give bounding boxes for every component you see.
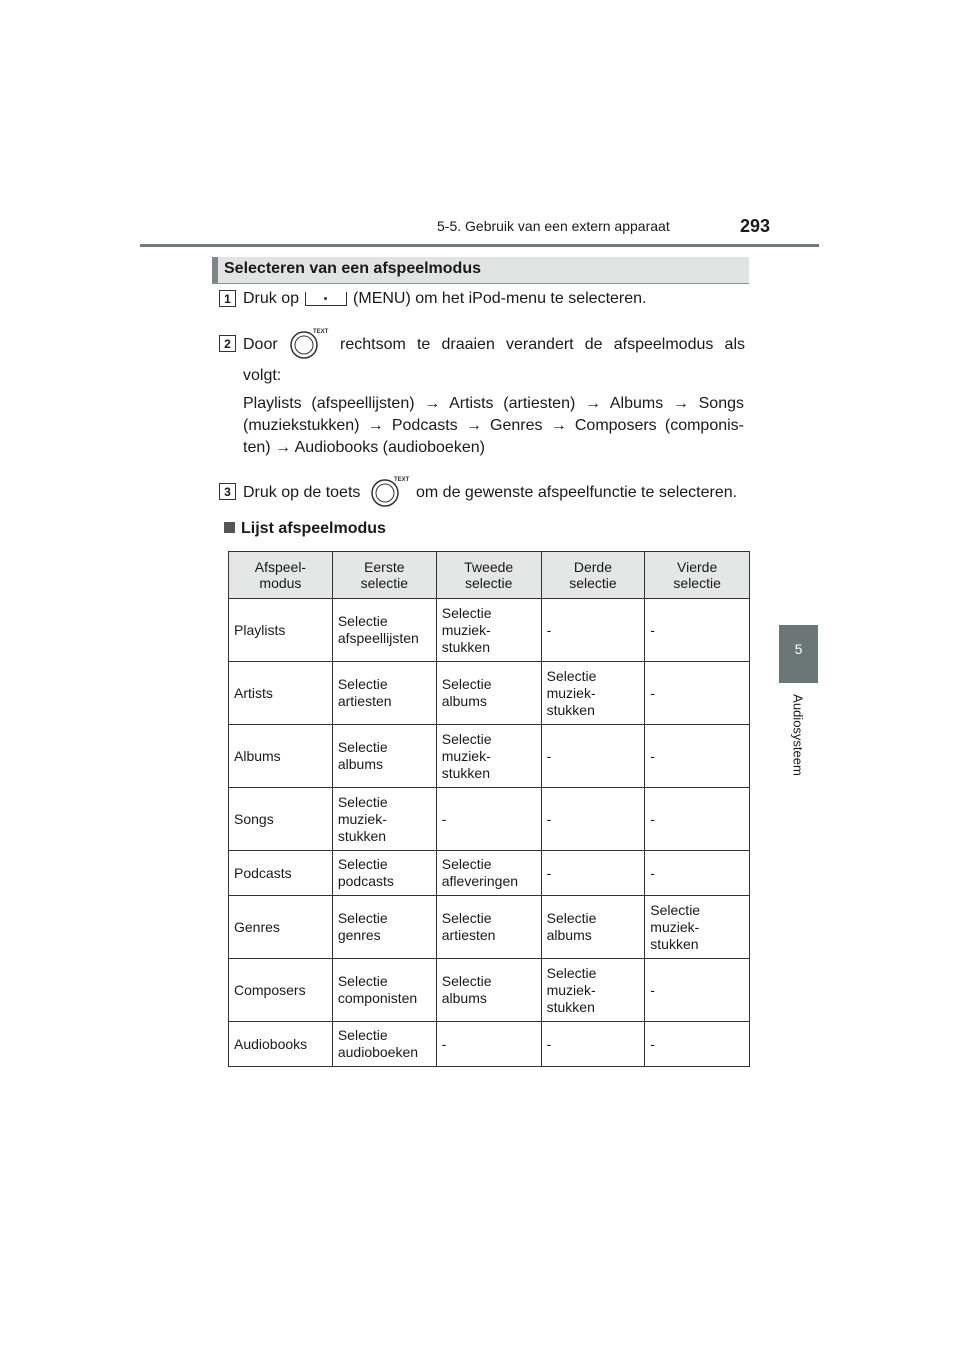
square-bullet-icon	[224, 522, 235, 533]
table-cell	[436, 662, 541, 725]
table-cell	[541, 896, 645, 959]
table-row	[229, 896, 750, 959]
table-cell	[645, 851, 750, 896]
header-label: Afspeel- modus	[254, 559, 307, 591]
table-cell	[436, 599, 541, 662]
tune-knob-icon	[370, 474, 410, 508]
section-header-bar	[212, 257, 749, 284]
table-cell	[645, 788, 750, 851]
table-header-cell	[332, 552, 436, 599]
table-cell	[541, 662, 645, 725]
cell-text: Playlists	[234, 621, 286, 638]
cell-text: Selectie albums	[546, 910, 597, 943]
cell-text: -	[650, 864, 655, 881]
knob-label: TEXT	[313, 329, 329, 335]
table-cell	[541, 1022, 645, 1067]
cell-text: Selectie componisten	[337, 973, 418, 1006]
table-cell	[229, 788, 333, 851]
table-cell	[541, 725, 645, 788]
table-cell	[332, 1022, 436, 1067]
step-2-number: 2	[219, 335, 236, 352]
step-2-text-after: rechtsom te draaien verandert de afspeelmodus als	[340, 336, 745, 353]
table-cell	[436, 851, 541, 896]
header-label: Tweede selectie	[464, 559, 514, 591]
page-number: 293	[740, 216, 771, 236]
step-1-text-before: Druk op	[243, 290, 300, 307]
cell-text: Selectie muziek- stukken	[546, 667, 597, 718]
cell-text: Selectie albums	[441, 973, 492, 1006]
table-cell	[229, 959, 333, 1022]
table-cell	[332, 725, 436, 788]
cell-text: -	[546, 1035, 552, 1052]
table-cell	[645, 725, 750, 788]
step-3-number: 3	[219, 483, 236, 500]
cell-text: Songs	[234, 810, 274, 827]
sequence-line-3: ten) → Audiobooks (audioboeken)	[243, 439, 485, 456]
table-row	[229, 851, 750, 896]
cell-text: Selectie albums	[337, 739, 388, 772]
step-1-text-after: (MENU) om het iPod-menu te selecteren.	[353, 290, 647, 307]
table-cell	[229, 851, 333, 896]
cell-text: -	[650, 684, 655, 701]
cell-text: Selectie genres	[337, 910, 388, 943]
step-1-text	[243, 290, 646, 308]
cell-text: -	[441, 810, 447, 827]
cell-text: Selectie afleveringen	[441, 856, 519, 889]
cell-text: Selectie muziek- stukken	[650, 901, 701, 952]
playback-mode-table	[228, 551, 750, 1067]
table-cell	[229, 662, 333, 725]
table-cell	[436, 725, 541, 788]
header-divider	[140, 244, 819, 247]
cell-text: -	[546, 747, 552, 764]
table-row	[229, 1022, 750, 1067]
cell-text: Selectie muziek- stukken	[441, 730, 492, 781]
cell-text: -	[546, 621, 552, 638]
cell-text: Selectie muziek- stukken	[546, 964, 597, 1015]
cell-text: -	[650, 981, 655, 998]
cell-text: -	[650, 747, 655, 764]
table-cell	[436, 896, 541, 959]
table-body	[229, 599, 750, 1067]
table-cell	[541, 599, 645, 662]
subheading	[224, 520, 386, 538]
cell-text: -	[650, 1035, 655, 1052]
table-cell	[436, 959, 541, 1022]
header-section-title: 5-5. Gebruik van een extern apparaat	[437, 218, 670, 234]
subheading-text: Lijst afspeelmodus	[241, 520, 386, 537]
table-cell	[645, 959, 750, 1022]
table-cell	[229, 599, 333, 662]
table-cell	[436, 1022, 541, 1067]
table-cell	[645, 1022, 750, 1067]
table-cell	[332, 662, 436, 725]
cell-text: Selectie muziek- stukken	[337, 793, 388, 844]
cell-text: Selectie podcasts	[337, 856, 394, 889]
cell-text: Selectie afspeellijsten	[337, 613, 419, 646]
table-cell	[229, 896, 333, 959]
cell-text: Podcasts	[234, 864, 292, 881]
cell-text: Albums	[234, 747, 281, 764]
table-cell	[332, 788, 436, 851]
cell-text: Selectie albums	[441, 676, 492, 709]
cell-text: -	[650, 810, 655, 827]
table-row	[229, 788, 750, 851]
cell-text: -	[441, 1035, 447, 1052]
table-cell	[332, 959, 436, 1022]
cell-text: -	[650, 621, 655, 638]
chapter-tab: 5	[779, 625, 818, 683]
table-header-cell	[436, 552, 541, 599]
step-3-text-after: om de gewenste afspeelfunctie te selecteren.	[416, 484, 738, 501]
sequence-line-1: Playlists (afspeellijsten) → Artists (artiesten) → Albums → Songs	[243, 395, 744, 412]
cell-text: Selectie artiesten	[337, 676, 392, 709]
cell-text: Selectie muziek- stukken	[441, 604, 492, 655]
sequence-line-2: (muziekstukken) → Podcasts → Genres → Composers (componis-	[243, 417, 744, 434]
table-header-row	[229, 552, 750, 599]
cell-text: Genres	[234, 918, 280, 935]
header-label: Derde selectie	[569, 559, 617, 591]
table-cell	[645, 896, 750, 959]
table-header-cell	[229, 552, 333, 599]
table-row	[229, 725, 750, 788]
table-cell	[645, 662, 750, 725]
chapter-title: Audiosysteem	[790, 694, 806, 776]
knob-label: TEXT	[394, 477, 410, 483]
section-stripe	[212, 257, 218, 283]
table-header-cell	[645, 552, 750, 599]
table-header-cell	[541, 552, 645, 599]
table-cell	[541, 788, 645, 851]
step-2-text-line2: volgt:	[243, 367, 282, 384]
section-title: Selecteren van een afspeelmodus	[224, 260, 481, 277]
header-label: Eerste selectie	[360, 559, 409, 591]
cell-text: -	[546, 810, 552, 827]
table-cell	[332, 896, 436, 959]
header-label: Vierde selectie	[673, 559, 721, 591]
cell-text: Selectie audioboeken	[337, 1027, 419, 1060]
cell-text: Composers	[234, 981, 306, 998]
table-row	[229, 959, 750, 1022]
cell-text: Audiobooks	[234, 1035, 308, 1052]
cell-text: Selectie artiesten	[441, 910, 496, 943]
tune-knob-icon	[289, 326, 329, 360]
step-2-text-before: Door	[243, 336, 278, 353]
table-cell	[436, 788, 541, 851]
table-row	[229, 662, 750, 725]
table-cell	[541, 851, 645, 896]
cell-text: Artists	[234, 684, 273, 701]
table-cell	[332, 851, 436, 896]
table-cell	[229, 725, 333, 788]
table-cell	[541, 959, 645, 1022]
table-cell	[645, 599, 750, 662]
table-row	[229, 599, 750, 662]
step-3-text-before: Druk op de toets	[243, 484, 361, 501]
step-1-number: 1	[219, 290, 236, 307]
table-cell	[332, 599, 436, 662]
cell-text: -	[546, 864, 552, 881]
menu-button-icon	[305, 292, 347, 306]
table-cell	[229, 1022, 333, 1067]
